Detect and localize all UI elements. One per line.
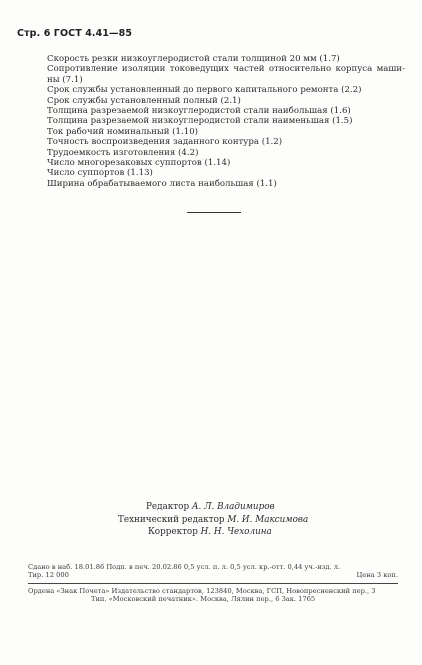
printing-info (28, 587, 400, 604)
imprint-block (28, 563, 398, 579)
editor-label: Редактор (146, 502, 190, 512)
subject-index (47, 54, 405, 189)
index-entry: Скорость резки низкоуглеродистой стали толщиной 20 мм (1.7) (47, 54, 340, 64)
index-entry: Толщина разрезаемой низкоуглеродистой стали наименьшая (1.5) (47, 116, 353, 127)
tech-editor-name: М. И. Максимова (227, 514, 309, 525)
imprint-divider (28, 583, 398, 584)
tech-editor-line (0, 514, 422, 527)
corrector-label: Корректор (148, 527, 198, 538)
index-entry: Число суппортов (1.13) (47, 168, 153, 179)
editor-name: А. Л. Владимиров (191, 502, 275, 512)
index-entry: Срок службы установленный до первого капитального ремонта (2.2) (47, 85, 362, 96)
editorial-credits (0, 501, 422, 539)
publisher-line: Ордена «Знак Почета» Издательство стандартов, 123840, Москва, ГСП, Новопресненский пер., 3 (28, 587, 376, 595)
section-divider (187, 212, 241, 213)
price: Цена 3 коп. (356, 571, 398, 580)
corrector-line (0, 526, 422, 539)
index-entry: Трудоемкость изготовления (4.2) (47, 147, 199, 158)
index-entry: Ток рабочий номинальный (1.10) (47, 126, 199, 137)
imprint-line (28, 571, 398, 579)
index-entry: Сопротивление изоляции токоведущих частей относительно корпуса маши- (47, 64, 405, 75)
print-run: Тир. 12 000 (28, 571, 69, 580)
tech-editor-label: Технический редактор (118, 514, 225, 525)
page-header: Стр. 6 ГОСТ 4.41—85 (17, 28, 133, 39)
imprint-dates: Сдано в наб. 18.01.86 Подп. в печ. 20.02.86 0,5 усл. п. л. 0,5 усл. кр.-отт. 0,44 уч.-изд. л. (28, 563, 341, 571)
editor-line (0, 501, 422, 514)
index-entry: Толщина разрезаемой низкоуглеродистой стали наибольшая (1.6) (47, 106, 351, 117)
index-entry: Число многорезаковых суппортов (1.14) (47, 158, 231, 169)
index-entry: Срок службы установленный полный (2.1) (47, 95, 241, 106)
index-entry: Ширина обрабатываемого листа наибольшая (1.1) (47, 178, 277, 189)
imprint-line (28, 563, 398, 571)
printer-line: Тип. «Московский печатник». Москва, Лялин пер., 6 Зак. 1765 (91, 595, 316, 604)
index-entry-continuation: ны (7.1) (47, 74, 83, 85)
index-entry: Точность воспроизведения заданного контура (1.2) (47, 137, 283, 148)
corrector-name: Н. Н. Чехолина (200, 527, 272, 538)
